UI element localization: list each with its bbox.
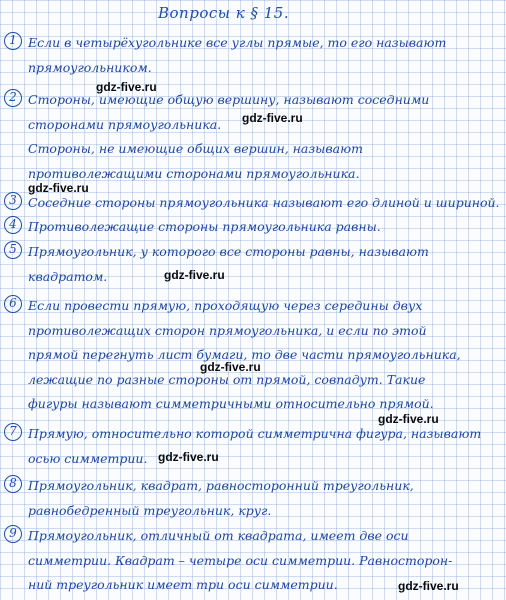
answer-6-text: Если провести прямую, проходящую через середины двух противолежащих сторон прямоугольника, и если по этой прямой перегнуть лист бумаги, то две части прямоугольника, лежащие по разные стороны от прямой, совпадут. Такие фигуры называют симметричными относительно прямой. bbox=[28, 298, 461, 411]
answer-4-number: 4 bbox=[4, 216, 22, 234]
answer-2-number: 2 bbox=[4, 89, 22, 107]
answer-3-text: Соседние стороны прямоугольника называют его длиной и шириной. bbox=[28, 195, 500, 210]
watermark: gdz-five.ru bbox=[242, 111, 303, 125]
answer-4-text: Противолежащие стороны прямоугольника равны. bbox=[28, 219, 381, 234]
page-title: Вопросы к § 15. bbox=[158, 4, 290, 22]
watermark: gdz-five.ru bbox=[200, 360, 261, 374]
answer-5-number: 5 bbox=[4, 241, 22, 259]
watermark: gdz-five.ru bbox=[398, 579, 459, 593]
watermark: gdz-five.ru bbox=[158, 450, 219, 464]
answer-6-number: 6 bbox=[4, 295, 22, 313]
answer-3-number: 3 bbox=[4, 192, 22, 210]
answer-1-text: Если в четырёхугольнике все углы прямые, то его называют прямоугольником. bbox=[28, 35, 447, 75]
watermark: gdz-five.ru bbox=[28, 181, 89, 195]
answer-9-text: Прямоугольник, отличный от квадрата, имеет две оси симметрии. Квадрат – четыре оси симметрии. Равносторон- ний треугольник имеет три оси симметрии. bbox=[28, 528, 453, 592]
answer-2-text: Стороны, имеющие общую вершину, называют соседними сторонами прямоугольника. bbox=[28, 92, 430, 132]
answer-7-number: 7 bbox=[4, 423, 22, 441]
answer-9-number: 9 bbox=[4, 525, 22, 543]
watermark: gdz-five.ru bbox=[96, 80, 157, 94]
watermark: gdz-five.ru bbox=[164, 268, 225, 282]
answer-1-number: 1 bbox=[4, 32, 22, 50]
answer-7-text: Прямую, относительно которой симметрична фигура, называют осью симметрии. bbox=[28, 426, 482, 466]
answer-8-text: Прямоугольник, квадрат, равносторонний треугольник, равнобедренный треугольник, круг. bbox=[28, 478, 414, 518]
answer-5-text: Прямоугольник, у которого все стороны равны, называют квадратом. bbox=[28, 244, 429, 284]
answer-2-text-second: Стороны, не имеющие общих вершин, называют противолежащими сторонами прямоугольника. bbox=[28, 141, 363, 181]
answer-8-number: 8 bbox=[4, 475, 22, 493]
watermark: gdz-five.ru bbox=[378, 412, 439, 426]
